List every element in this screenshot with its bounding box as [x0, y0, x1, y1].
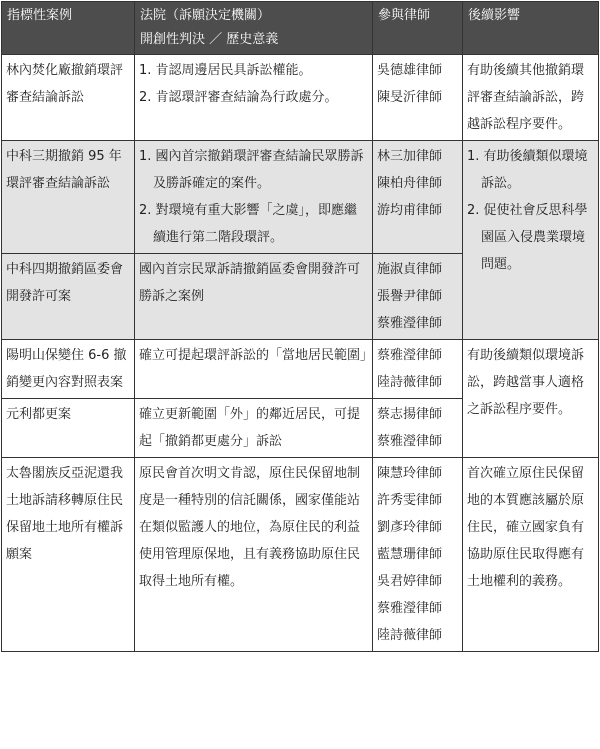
significance-cell: [135, 55, 373, 141]
lawyers-cell: [373, 55, 463, 141]
impact-point: 2. 促使社會反思科學園區入侵農業環境問題。: [467, 203, 588, 272]
lawyer-name: 張譽尹律師: [377, 289, 443, 304]
significance-cell: 確立可提起環評訴訟的「當地居民範圍」: [135, 340, 373, 399]
case-name: 元利都更案: [2, 399, 135, 458]
precedent-table: [1, 1, 599, 652]
lawyer-name: 吳君婷律師: [377, 574, 443, 589]
header-lawyers: 參與律師: [373, 2, 463, 55]
case-name: 陽明山保變住 6-6 撤銷變更內容對照表案: [2, 340, 135, 399]
significance-cell: 確立更新範圍「外」的鄰近居民，可提起「撤銷都更處分」訴訟: [135, 399, 373, 458]
lawyer-name: 林三加律師: [377, 149, 443, 164]
lawyer-name: 陸詩薇律師: [377, 375, 443, 390]
case-name: 中科三期撤銷 95 年環評審查結論訴訟: [2, 141, 135, 254]
table-row: [2, 141, 599, 254]
lawyer-name: 游均甫律師: [377, 203, 443, 218]
table-header-row: [2, 2, 599, 55]
impact-cell: 有助後續其他撤銷環評審查結論訴訟，跨越訴訟程序要件。: [463, 55, 599, 141]
lawyers-cell: [373, 141, 463, 254]
impact-cell: 首次確立原住民保留地的本質應該屬於原住民，確立國家負有協助原住民取得應有土地權利的義務。: [463, 458, 599, 652]
significance-point: 2. 對環境有重大影響「之虞」，即應繼續進行第二階段環評。: [139, 203, 358, 245]
lawyers-cell: [373, 458, 463, 652]
lawyer-name: 吳德雄律師: [377, 63, 443, 78]
lawyer-name: 施淑貞律師: [377, 262, 443, 277]
header-case: 指標性案例: [2, 2, 135, 55]
lawyer-name: 蔡志揚律師: [377, 407, 443, 422]
impact-cell: [463, 141, 599, 340]
lawyer-name: 蔡雅瀅律師: [377, 348, 443, 363]
case-name: 太魯閣族反亞泥還我土地訴請移轉原住民保留地土地所有權訴願案: [2, 458, 135, 652]
lawyer-name: 蔡雅瀅律師: [377, 601, 443, 616]
lawyer-name: 陸詩薇律師: [377, 628, 443, 643]
case-name: 林內焚化廠撤銷環評審查結論訴訟: [2, 55, 135, 141]
impact-cell: 有助後續類似環境訴訟，跨越當事人適格之訴訟程序要件。: [463, 340, 599, 458]
table-row: [2, 458, 599, 652]
header-court: 法院（訴願決定機關） 開創性判決 ／ 歷史意義: [135, 2, 373, 55]
lawyers-cell: [373, 254, 463, 340]
lawyer-name: 藍慧珊律師: [377, 547, 443, 562]
lawyer-name: 劉彥玲律師: [377, 520, 443, 535]
significance-point: 2. 肯認環評審查結論為行政處分。: [139, 90, 338, 105]
impact-point: 1. 有助後續類似環境訴訟。: [467, 149, 588, 191]
header-impact: 後續影響: [463, 2, 599, 55]
lawyers-cell: [373, 340, 463, 399]
lawyers-cell: [373, 399, 463, 458]
significance-cell: [135, 141, 373, 254]
table-row: [2, 340, 599, 399]
lawyer-name: 陳慧玲律師: [377, 466, 443, 481]
lawyer-name: 許秀雯律師: [377, 493, 443, 508]
significance-point: 1. 國內首宗撤銷環評審查結論民眾勝訴及勝訴確定的案件。: [139, 149, 364, 191]
lawyer-name: 陳柏舟律師: [377, 176, 443, 191]
lawyer-name: 蔡雅瀅律師: [377, 434, 443, 449]
lawyer-name: 蔡雅瀅律師: [377, 316, 443, 331]
significance-cell: 原民會首次明文肯認，原住民保留地制度是一種特別的信託關係，國家僅能站在類似監護人的地位，為原住民的利益使用管理原保地，且有義務協助原住民取得土地所有權。: [135, 458, 373, 652]
table-row: [2, 55, 599, 141]
significance-point: 1. 肯認周邊居民具訴訟權能。: [139, 63, 312, 78]
header-court-sub: 開創性判決 ／ 歷史意義: [140, 32, 279, 47]
significance-cell: 國內首宗民眾訴請撤銷區委會開發許可勝訴之案例: [135, 254, 373, 340]
lawyer-name: 陳旻沂律師: [377, 90, 443, 105]
case-name: 中科四期撤銷區委會開發許可案: [2, 254, 135, 340]
